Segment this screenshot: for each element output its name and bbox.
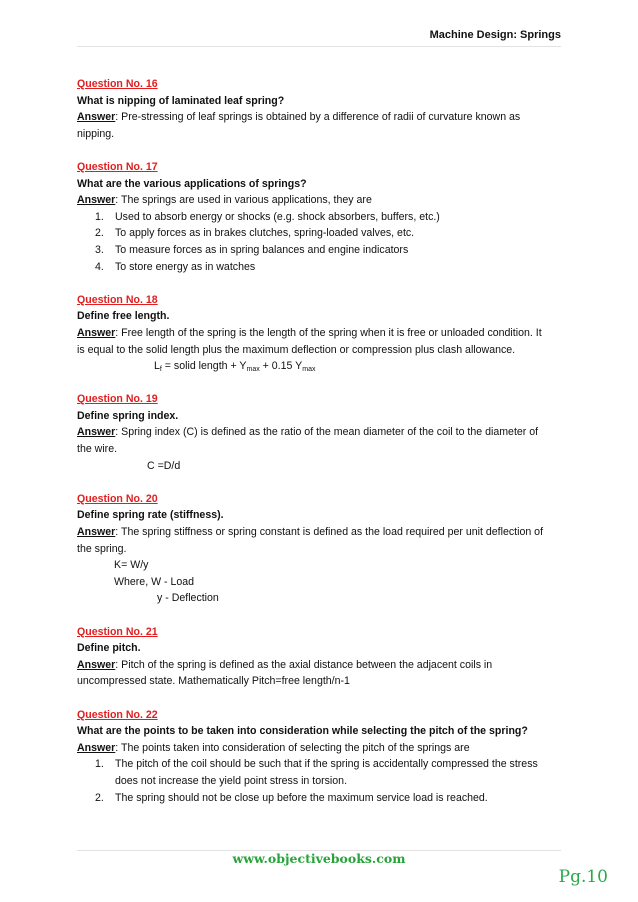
- content: [77, 76, 562, 806]
- list-item: [77, 209, 562, 226]
- list-number: 1.: [95, 210, 104, 223]
- question-21-label: Question No. 21: [77, 625, 158, 638]
- spring-index-formula: C =D/d: [147, 459, 181, 472]
- list-number: 4.: [95, 260, 104, 273]
- answer-20-line1: : The spring stiffness or spring constant is defined as the load required per unit deflection of: [115, 526, 544, 539]
- answer-21: [77, 657, 562, 674]
- formula-sub: max: [246, 366, 260, 374]
- question-21-text: Define pitch.: [77, 642, 141, 655]
- question-16-label: Question No. 16: [77, 78, 158, 90]
- list-text: To apply forces as in brakes clutches, spring-loaded valves, etc.: [115, 227, 415, 240]
- answer-label: Answer: [77, 526, 116, 539]
- question-17-text: What are the various applications of springs?: [77, 177, 307, 190]
- question-18-label: Question No. 18: [77, 293, 158, 306]
- list-item: [77, 242, 562, 259]
- answer-20-line2: the spring.: [77, 542, 127, 555]
- formula-sub: max: [302, 366, 316, 374]
- question-19-label: Question No. 19: [77, 393, 158, 406]
- answer-22: [77, 740, 562, 757]
- answer-21-line1: : Pitch of the spring is defined as the axial distance between the adjacent coils in: [115, 658, 493, 671]
- list-number: 2.: [95, 791, 104, 804]
- question-22-label: Question No. 22: [77, 708, 158, 721]
- formula-part: L: [154, 360, 160, 373]
- stiffness-deflection: y - Deflection: [157, 592, 219, 605]
- stiffness-formula: K= W/y: [114, 559, 149, 572]
- answer-18: [77, 325, 562, 342]
- answer-20: [77, 524, 562, 541]
- question-20-label: Question No. 20: [77, 492, 158, 505]
- list-text: The spring should not be close up before the maximum service load is reached.: [115, 791, 488, 804]
- list-item: [77, 225, 562, 242]
- list-item: [77, 756, 562, 789]
- stiffness-where: Where, W - Load: [114, 575, 195, 588]
- header-rule: [77, 46, 561, 47]
- answer-label: Answer: [77, 111, 116, 124]
- list-text: To measure forces as in spring balances and engine indicators: [115, 243, 409, 256]
- question-19-text: Define spring index.: [77, 409, 179, 422]
- list-item: [77, 259, 562, 276]
- list-item: [77, 790, 562, 807]
- answer-label: Answer: [77, 326, 116, 339]
- formula-sub: f: [159, 366, 162, 374]
- formula-part: + 0.15 Y: [259, 360, 303, 373]
- answer-18-line1: : Free length of the spring is the length of the spring when it is free or unloaded condition. It: [115, 326, 542, 339]
- answer-label: Answer: [77, 426, 116, 439]
- list-number: 3.: [95, 243, 104, 256]
- running-header: Machine Design: Springs: [429, 29, 561, 41]
- list-number: 1.: [95, 758, 104, 771]
- page-number: Pg.10: [558, 867, 608, 887]
- question-20-text: Define spring rate (stiffness).: [77, 509, 224, 522]
- answer-16-line2: nipping.: [77, 127, 115, 140]
- question-18-text: Define free length.: [77, 310, 170, 323]
- list-text: does not increase the yield point stress in torsion.: [115, 774, 348, 787]
- list-text: To store energy as in watches: [115, 260, 256, 273]
- answer-21-line2: uncompressed state. Mathematically Pitch=free length/n-1: [77, 675, 350, 688]
- answer-18-line2: is equal to the solid length plus the maximum deflection or compression plus clash allowance.: [77, 343, 516, 356]
- answer-label: Answer: [77, 194, 116, 207]
- answer-19: [77, 424, 562, 441]
- free-length-formula: [77, 358, 562, 375]
- applications-list: [77, 209, 562, 275]
- question-22-text: What are the points to be taken into consideration while selecting the pitch of the spring?: [77, 725, 528, 738]
- list-text: Used to absorb energy or shocks (e.g. shock absorbers, buffers, etc.): [115, 210, 440, 223]
- answer-19-line1: : Spring index (C) is defined as the ratio of the mean diameter of the coil to the diameter of: [115, 426, 539, 439]
- list-text: The pitch of the coil should be such that if the spring is accidentally compressed the stress: [115, 758, 538, 771]
- answer-label: Answer: [77, 741, 116, 754]
- question-16-text: What is nipping of laminated leaf spring?: [77, 94, 285, 107]
- question-17-label: Question No. 17: [77, 160, 158, 173]
- answer-label: Answer: [77, 658, 116, 671]
- formula-part: = solid length + Y: [161, 360, 247, 373]
- answer-22-text: : The points taken into consideration of selecting the pitch of the springs are: [115, 741, 470, 754]
- list-number: 2.: [95, 227, 104, 240]
- footer-website: www.objectivebooks.com: [232, 851, 406, 866]
- answer-16-line1: : Pre-stressing of leaf springs is obtained by a difference of radii of curvature known as: [115, 111, 521, 124]
- pitch-points-list: [77, 756, 562, 806]
- answer-16: [77, 109, 562, 126]
- answer-17-text: : The springs are used in various applications, they are: [115, 194, 372, 207]
- answer-19-line2: the wire.: [77, 443, 118, 456]
- answer-17: [77, 192, 562, 209]
